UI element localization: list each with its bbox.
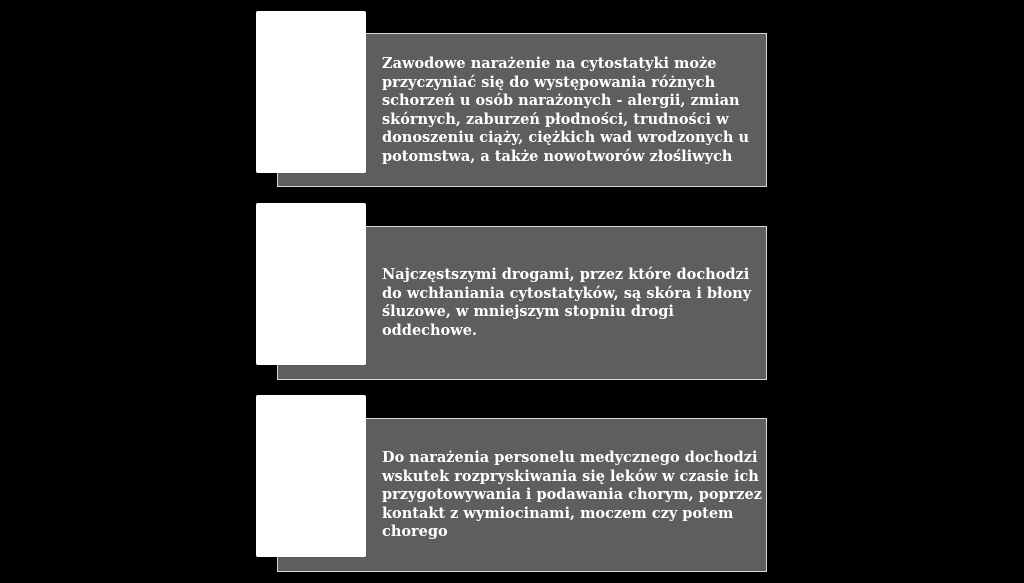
- info-card-1-text: Zawodowe narażenie na cytostatyki może przyczyniać się do występowania różnych schorzeń u osób narażonych - alergii, zmian skórnych, zaburzeń płodności, trudności w donoszeniu ciąży, ciężkich wad wrodzonych u potomstwa, a także nowotworów złośliwych: [382, 55, 749, 165]
- info-card-3-text: Do narażenia personelu medycznego dochodzi wskutek rozpryskiwania się leków w czasie ich przygotowywania i podawania chorym, poprzez kontakt z wymiocinami, moczem czy potem chorego: [382, 449, 762, 540]
- image-placeholder-3: [256, 395, 366, 557]
- image-placeholder-1: [256, 11, 366, 173]
- image-placeholder-2: [256, 203, 366, 365]
- info-card-2-text: Najczęstszymi drogami, przez które dochodzi do wchłaniania cytostatyków, są skóra i błony śluzowe, w mniejszym stopniu drogi oddechowe.: [382, 266, 752, 339]
